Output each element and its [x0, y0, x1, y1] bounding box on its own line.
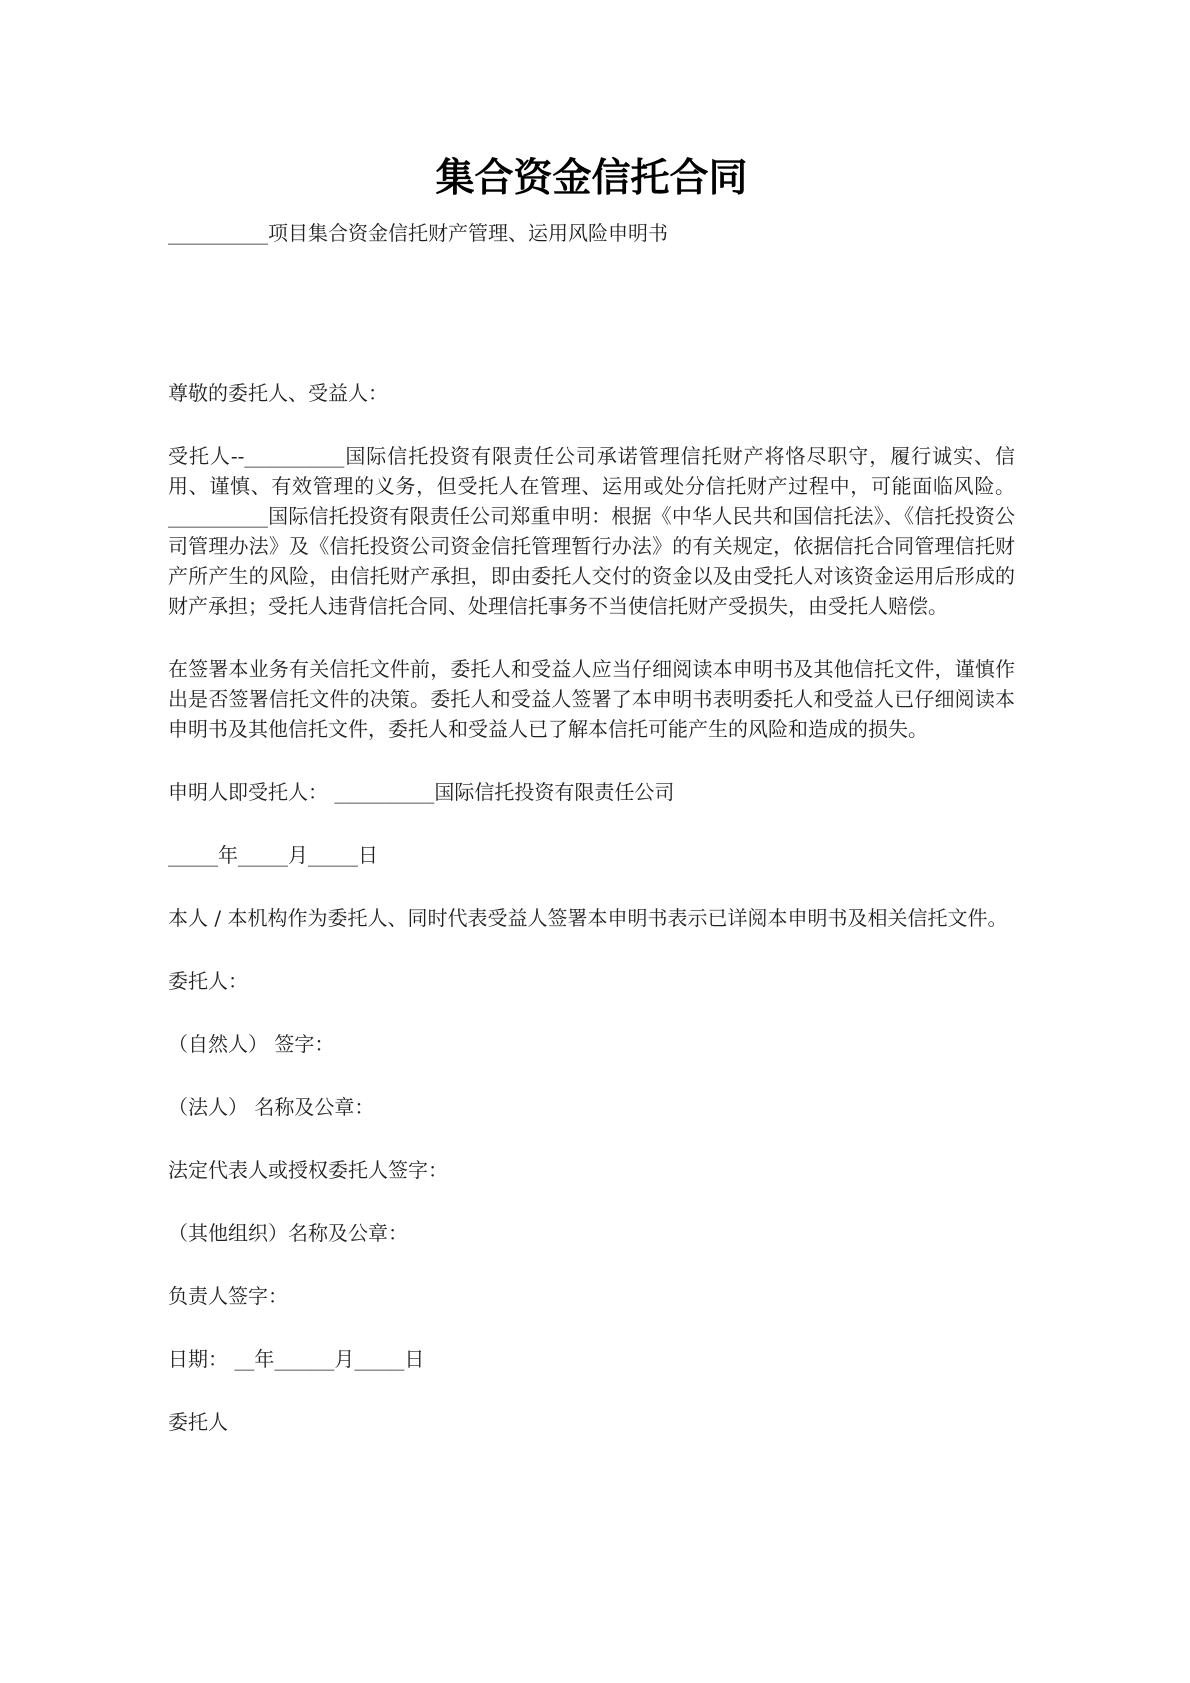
responsible-person-signature-line: 负责人签字： — [168, 1284, 288, 1308]
document-title: 集合资金信托合同 — [435, 155, 748, 201]
salutation-line: 尊敬的委托人、受益人： — [168, 381, 388, 405]
date-line: 日期： __年______月_____日 — [168, 1347, 425, 1371]
legal-rep-signature-line: 法定代表人或授权委托人签字： — [168, 1158, 448, 1182]
read-carefully-paragraph: 在签署本业务有关信托文件前，委托人和受益人应当仔细阅读本申明书及其他信托文件，谨慎作出是否签署信托文件的决策。委托人和受益人签署了本申明书表明委托人和受益人已仔细阅读本申明书及其他信托文件，委托人和受益人已了解本信托可能产生的风险和造成的损失。 — [168, 657, 1015, 741]
date-blank-line: _____年_____月_____日 — [168, 843, 378, 867]
declarant-trustee-line: 申明人即受托人： __________国际信托投资有限责任公司 — [168, 780, 675, 804]
other-org-seal-line: （其他组织）名称及公章： — [168, 1221, 408, 1245]
client-statement-paragraph: 本人 / 本机构作为委托人、同时代表受益人签署本申明书表示已详阅本申明书及相关信托文件。 — [168, 906, 1008, 930]
natural-person-signature-line: （自然人） 签字： — [168, 1032, 335, 1056]
legal-person-seal-line: （法人） 名称及公章： — [168, 1095, 375, 1119]
document-subtitle: __________项目集合资金信托财产管理、运用风险申明书 — [168, 221, 668, 245]
client-footer-line: 委托人 — [168, 1410, 228, 1434]
client-label-line: 委托人： — [168, 969, 248, 993]
trustee-declaration-paragraph: 受托人--__________国际信托投资有限责任公司承诺管理信托财产将恪尽职守，履行诚实、信用、谨慎、有效管理的义务，但受托人在管理、运用或处分信托财产过程中，可能面临风险。__________国际信托投资有限责任公司郑重申明：根据《中华人民共和国信托法》、《信托投资公司管理办法》及《信托投资公司资金信托管理暂行办法》的有关规定，依据信托合同管理信托财产所产生的风险，由信托财产承担，即由委托人交付的资金以及由受托人对该资金运用后形成的财产承担；受托人违背信托合同、处理信托事务不当使信托财产受损失，由受托人赔偿。 — [168, 444, 1015, 618]
